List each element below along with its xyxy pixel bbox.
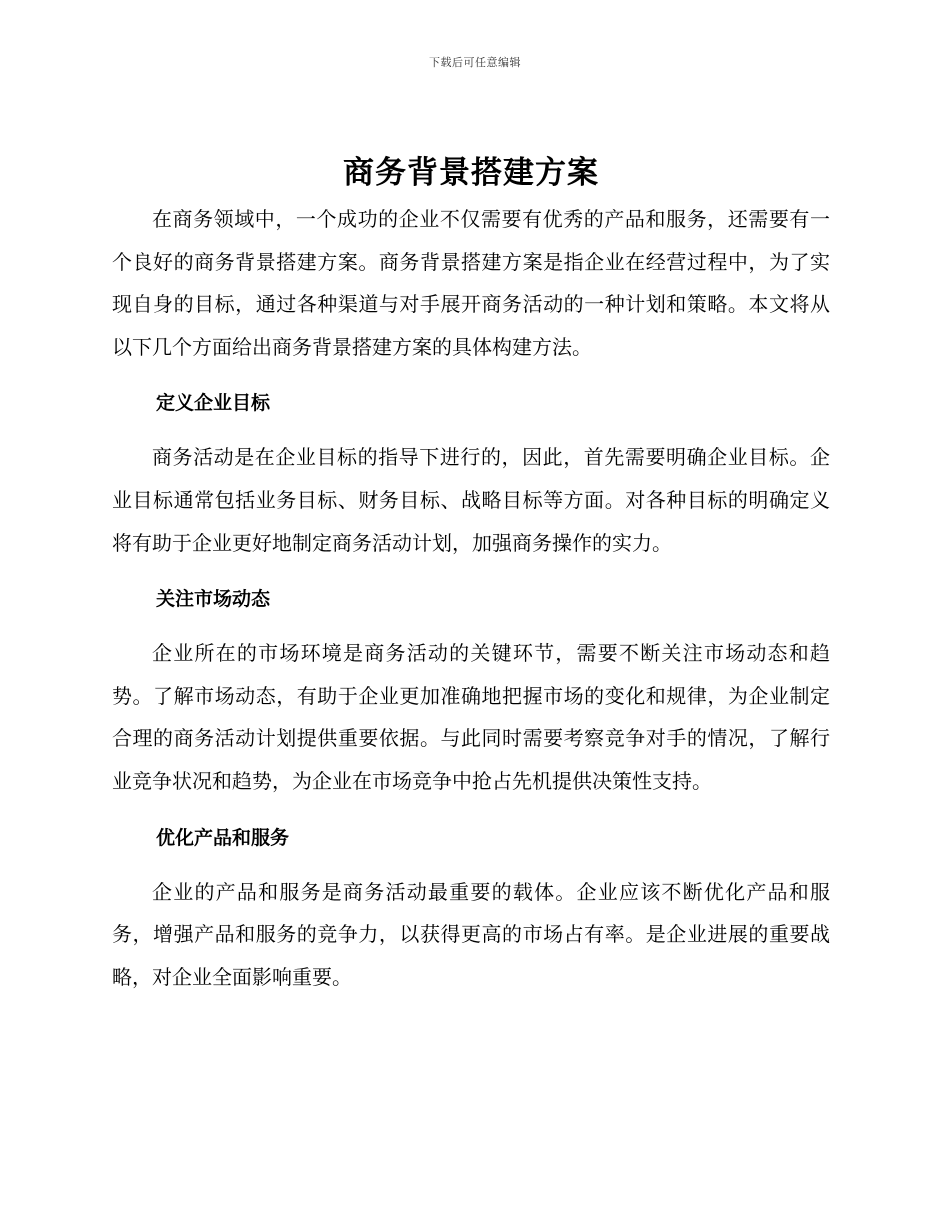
section-heading-market: 关注市场动态 (156, 588, 271, 611)
section-body-market: 企业所在的市场环境是商务活动的关键环节，需要不断关注市场动态和趋势。了解市场动态，有助于企业更加准确地把握市场的变化和规律，为企业制定合理的商务活动计划提供重要依据。与此同时需要考察竞争对手的情况，了解行业竞争状况和趋势，为企业在市场竞争中抢占先机提供决策性支持。 (112, 641, 830, 793)
header-note: 下载后可任意编辑 (429, 56, 521, 69)
section-heading-products: 优化产品和服务 (156, 826, 290, 849)
document-title: 商务背景搭建方案 (343, 155, 599, 191)
section-body-goals: 商务活动是在企业目标的指导下进行的，因此，首先需要明确企业目标。企业目标通常包括业务目标、财务目标、战略目标等方面。对各种目标的明确定义将有助于企业更好地制定商务活动计划，加强商务操作的实力。 (112, 445, 830, 555)
document-content (112, 150, 830, 998)
intro-paragraph: 在商务领域中，一个成功的企业不仅需要有优秀的产品和服务，还需要有一个良好的商务背景搭建方案。商务背景搭建方案是指企业在经营过程中，为了实现自身的目标，通过各种渠道与对手展开商务活动的一种计划和策略。本文将从以下几个方面给出商务背景搭建方案的具体构建方法。 (112, 207, 830, 359)
section-body-products: 企业的产品和服务是商务活动最重要的载体。企业应该不断优化产品和服务，增强产品和服务的竞争力，以获得更高的市场占有率。是企业进展的重要战略，对企业全面影响重要。 (112, 879, 830, 989)
section-heading-goals: 定义企业目标 (156, 392, 271, 415)
